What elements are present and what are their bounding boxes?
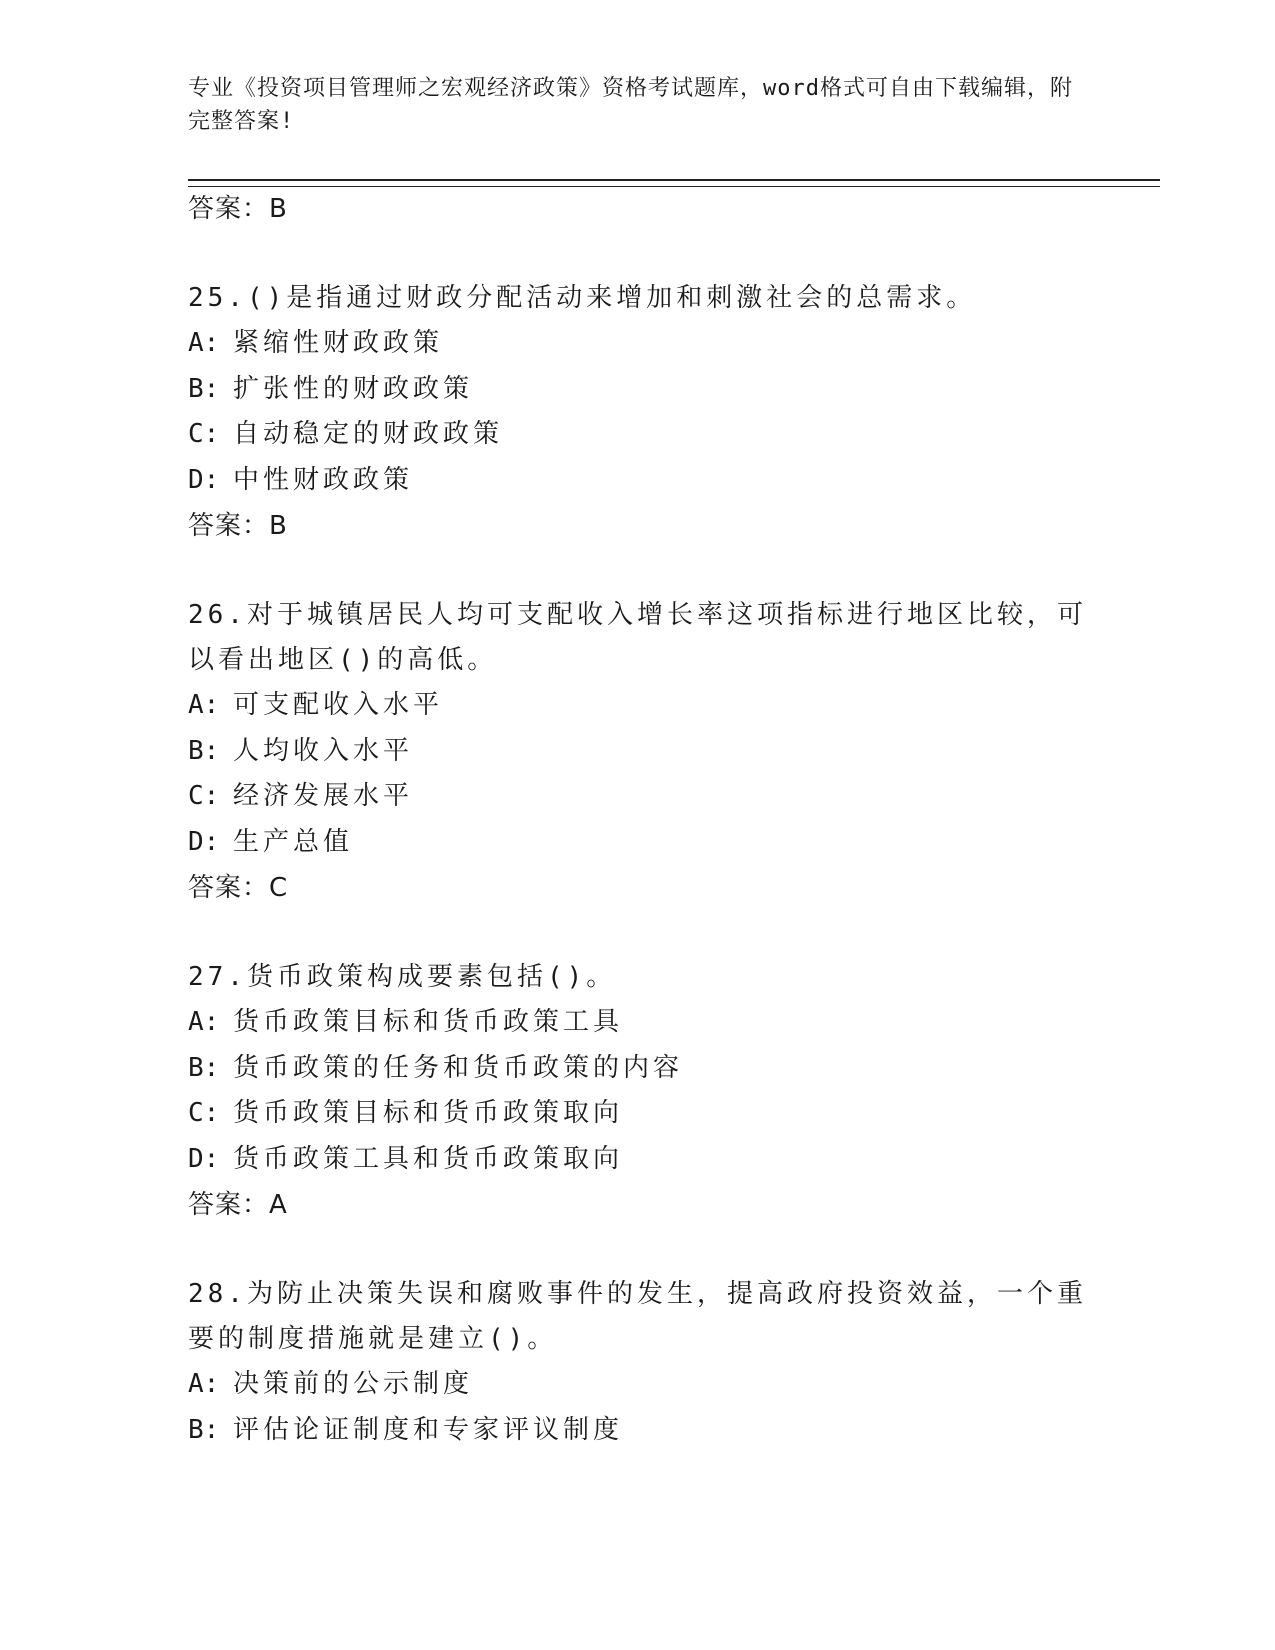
- spacer: [188, 911, 1088, 955]
- option-text: 生产总值: [233, 826, 354, 857]
- option-text: 中性财政政策: [233, 464, 414, 495]
- option-b: [188, 729, 1088, 775]
- option-letter: C:: [188, 1098, 220, 1128]
- option-text: 人均收入水平: [233, 735, 414, 766]
- option-letter: C:: [188, 419, 220, 449]
- question-text: 27.货币政策构成要素包括()。: [188, 962, 617, 992]
- option-text: 货币政策的任务和货币政策的内容: [233, 1052, 684, 1083]
- option-letter: C:: [188, 781, 220, 811]
- option-a: [188, 1000, 1088, 1046]
- header-text: 专业《投资项目管理师之宏观经济政策》资格考试题库，word格式可自由下载编辑，附完整答案!: [188, 76, 1073, 134]
- option-letter: B:: [188, 1052, 220, 1083]
- option-a: [188, 683, 1088, 729]
- option-c: [188, 774, 1088, 820]
- option-text: 可支配收入水平: [233, 690, 444, 720]
- option-text: 货币政策工具和货币政策取向: [233, 1143, 624, 1174]
- answer-line: 答案：A: [188, 1190, 288, 1220]
- option-text: 货币政策目标和货币政策工具: [233, 1007, 624, 1037]
- option-text: 扩张性的财政政策: [233, 373, 474, 404]
- option-letter: D:: [188, 826, 220, 857]
- option-b: [188, 1046, 1088, 1092]
- option-a: [188, 1362, 1088, 1408]
- option-text: 决策前的公示制度: [233, 1369, 474, 1399]
- answer-line: 答案：B: [188, 511, 288, 541]
- answer-line: 答案：C: [188, 873, 289, 903]
- option-letter: B:: [188, 735, 220, 766]
- spacer: [188, 549, 1088, 593]
- spacer: [188, 232, 1088, 276]
- option-c: [188, 1091, 1088, 1137]
- option-c: [188, 412, 1088, 458]
- option-letter: A:: [188, 1369, 220, 1399]
- option-letter: A:: [188, 328, 220, 358]
- option-a: [188, 321, 1088, 367]
- option-letter: A:: [188, 1007, 220, 1037]
- option-d: [188, 820, 1088, 866]
- document-body: [188, 186, 1088, 1453]
- option-text: 评估论证制度和专家评议制度: [233, 1414, 624, 1445]
- option-text: 紧缩性财政政策: [233, 328, 444, 358]
- question-text: 26.对于城镇居民人均可支配收入增长率这项指标进行地区比较，可以看出地区()的高低。: [188, 600, 1087, 675]
- option-d: [188, 458, 1088, 504]
- option-text: 货币政策目标和货币政策取向: [233, 1098, 624, 1128]
- question-text: 25.()是指通过财政分配活动来增加和刺激社会的总需求。: [188, 283, 977, 313]
- spacer: [188, 1228, 1088, 1272]
- option-letter: B:: [188, 1414, 220, 1445]
- option-b: [188, 367, 1088, 413]
- answer-line: 答案：B: [188, 194, 288, 224]
- option-b: [188, 1408, 1088, 1454]
- question-text: 28.为防止决策失误和腐败事件的发生，提高政府投资效益，一个重要的制度措施就是建立()。: [188, 1279, 1087, 1354]
- option-letter: A:: [188, 690, 220, 720]
- option-d: [188, 1137, 1088, 1183]
- option-letter: D:: [188, 1143, 220, 1174]
- page-header: [188, 72, 1078, 138]
- option-text: 经济发展水平: [233, 781, 414, 811]
- option-letter: D:: [188, 464, 220, 495]
- option-text: 自动稳定的财政政策: [233, 419, 504, 449]
- option-letter: B:: [188, 373, 220, 404]
